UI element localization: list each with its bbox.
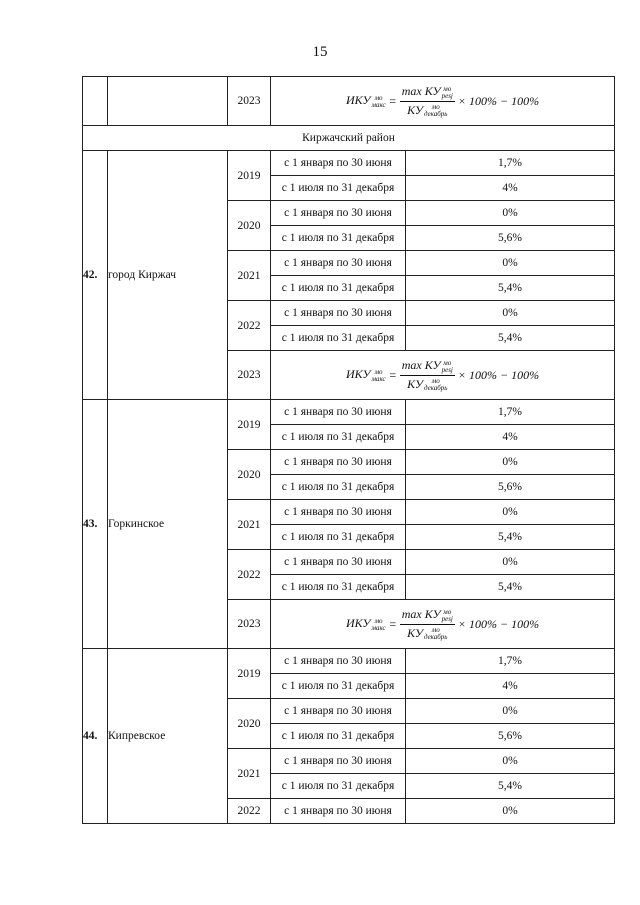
period-cell: с 1 июля по 31 декабря xyxy=(271,326,406,351)
value-cell: 5,6% xyxy=(406,724,615,749)
formula xyxy=(346,607,539,641)
period-cell: с 1 января по 30 июня xyxy=(271,649,406,674)
formula-lhs-sup: мо xyxy=(374,616,383,625)
formula-lhs xyxy=(346,367,386,382)
value-cell: 0% xyxy=(406,749,615,774)
formula-num-sup: мо xyxy=(443,607,452,616)
formula-lhs xyxy=(346,616,386,631)
period-cell: с 1 июля по 31 декабря xyxy=(271,724,406,749)
district-row xyxy=(83,126,615,151)
period-cell: с 1 июля по 31 декабря xyxy=(271,475,406,500)
formula-fraction xyxy=(400,358,455,392)
table-row xyxy=(83,151,615,176)
year-cell: 2023 xyxy=(228,351,271,400)
year-cell: 2020 xyxy=(228,699,271,749)
year-cell: 2022 xyxy=(228,799,271,824)
formula-den-sub: декабрь xyxy=(423,109,448,118)
value-cell: 5,4% xyxy=(406,575,615,600)
period-cell: с 1 июля по 31 декабря xyxy=(271,425,406,450)
tariff-table xyxy=(82,76,615,824)
formula-fraction xyxy=(400,607,455,641)
entry-number: 44. xyxy=(83,649,108,824)
formula-lhs-sub: макс xyxy=(371,374,386,383)
formula-tail: × 100% − 100% xyxy=(457,367,540,382)
period-cell: с 1 января по 30 июня xyxy=(271,749,406,774)
value-cell: 5,4% xyxy=(406,326,615,351)
year-cell: 2021 xyxy=(228,251,271,301)
value-cell: 0% xyxy=(406,201,615,226)
formula-lhs-sup: мо xyxy=(374,367,383,376)
entry-name: город Киржач xyxy=(108,151,228,400)
year-cell: 2019 xyxy=(228,151,271,201)
value-cell: 0% xyxy=(406,550,615,575)
year-cell: 2023 xyxy=(228,600,271,649)
year-cell: 2020 xyxy=(228,450,271,500)
period-cell: с 1 января по 30 июня xyxy=(271,500,406,525)
formula-lhs-sub: макс xyxy=(371,100,386,109)
period-cell: с 1 июля по 31 декабря xyxy=(271,575,406,600)
formula-lhs-base: ИКУ xyxy=(345,616,371,631)
entry-number: 43. xyxy=(83,400,108,649)
formula-denominator: КУ xyxy=(407,625,423,640)
period-cell: с 1 января по 30 июня xyxy=(271,251,406,276)
period-cell: с 1 января по 30 июня xyxy=(271,699,406,724)
value-cell: 0% xyxy=(406,301,615,326)
value-cell: 4% xyxy=(406,674,615,699)
formula-den-sup: мо xyxy=(431,625,440,634)
formula xyxy=(346,84,539,118)
formula-numerator: max КУ xyxy=(401,84,441,99)
formula-num-sup: мо xyxy=(443,84,452,93)
value-cell: 5,6% xyxy=(406,226,615,251)
value-cell: 5,4% xyxy=(406,525,615,550)
value-cell: 5,4% xyxy=(406,276,615,301)
value-cell: 1,7% xyxy=(406,400,615,425)
period-cell: с 1 января по 30 июня xyxy=(271,400,406,425)
formula-den-sub: декабрь xyxy=(423,632,448,641)
period-cell: с 1 января по 30 июня xyxy=(271,450,406,475)
entry-number: 42. xyxy=(83,151,108,400)
formula-lhs-sup: мо xyxy=(374,93,383,102)
period-cell: с 1 июля по 31 декабря xyxy=(271,525,406,550)
period-cell: с 1 июля по 31 декабря xyxy=(271,226,406,251)
year-cell: 2019 xyxy=(228,649,271,699)
value-cell: 1,7% xyxy=(406,151,615,176)
value-cell: 5,6% xyxy=(406,475,615,500)
formula-num-sub: реsj xyxy=(441,365,453,374)
formula-fraction xyxy=(400,84,455,118)
formula-numerator: max КУ xyxy=(401,607,441,622)
formula-num-sup: мо xyxy=(443,358,452,367)
formula-eq: = xyxy=(388,93,397,108)
table-row xyxy=(83,400,615,425)
value-cell: 4% xyxy=(406,425,615,450)
value-cell: 0% xyxy=(406,450,615,475)
formula-lhs-base: ИКУ xyxy=(345,367,371,382)
value-cell: 5,4% xyxy=(406,774,615,799)
district-name: Киржачский район xyxy=(83,126,615,151)
period-cell: с 1 июля по 31 декабря xyxy=(271,276,406,301)
formula-eq: = xyxy=(388,616,397,631)
formula-denominator: КУ xyxy=(407,376,423,391)
value-cell: 0% xyxy=(406,699,615,724)
year-cell: 2019 xyxy=(228,400,271,450)
year-cell: 2020 xyxy=(228,201,271,251)
value-cell: 0% xyxy=(406,799,615,824)
table-row xyxy=(83,649,615,674)
period-cell: с 1 января по 30 июня xyxy=(271,550,406,575)
entry-name: Кипревское xyxy=(108,649,228,824)
value-cell: 1,7% xyxy=(406,649,615,674)
period-cell: с 1 июля по 31 декабря xyxy=(271,774,406,799)
formula-num-sub: реsj xyxy=(441,614,453,623)
table-row xyxy=(83,77,615,126)
period-cell: с 1 июля по 31 декабря xyxy=(271,674,406,699)
formula-eq: = xyxy=(388,367,397,382)
formula-tail: × 100% − 100% xyxy=(457,616,540,631)
formula xyxy=(346,358,539,392)
formula-denominator: КУ xyxy=(407,102,423,117)
value-cell: 0% xyxy=(406,251,615,276)
value-cell: 0% xyxy=(406,500,615,525)
entry-name: Горкинское xyxy=(108,400,228,649)
formula-den-sup: мо xyxy=(431,102,440,111)
period-cell: с 1 июля по 31 декабря xyxy=(271,176,406,201)
formula-lhs-sub: макс xyxy=(371,623,386,632)
formula-tail: × 100% − 100% xyxy=(457,93,540,108)
value-cell: 4% xyxy=(406,176,615,201)
period-cell: с 1 января по 30 июня xyxy=(271,151,406,176)
period-cell: с 1 января по 30 июня xyxy=(271,799,406,824)
year-cell: 2021 xyxy=(228,749,271,799)
formula-den-sub: декабрь xyxy=(423,383,448,392)
formula-lhs-base: ИКУ xyxy=(345,93,371,108)
formula-lhs xyxy=(346,93,386,108)
year-cell: 2023 xyxy=(228,77,271,126)
year-cell: 2022 xyxy=(228,301,271,351)
year-cell: 2022 xyxy=(228,550,271,600)
formula-den-sup: мо xyxy=(431,376,440,385)
formula-numerator: max КУ xyxy=(401,358,441,373)
page-number: 15 xyxy=(312,44,328,60)
period-cell: с 1 января по 30 июня xyxy=(271,201,406,226)
period-cell: с 1 января по 30 июня xyxy=(271,301,406,326)
formula-num-sub: реsj xyxy=(441,91,453,100)
year-cell: 2021 xyxy=(228,500,271,550)
